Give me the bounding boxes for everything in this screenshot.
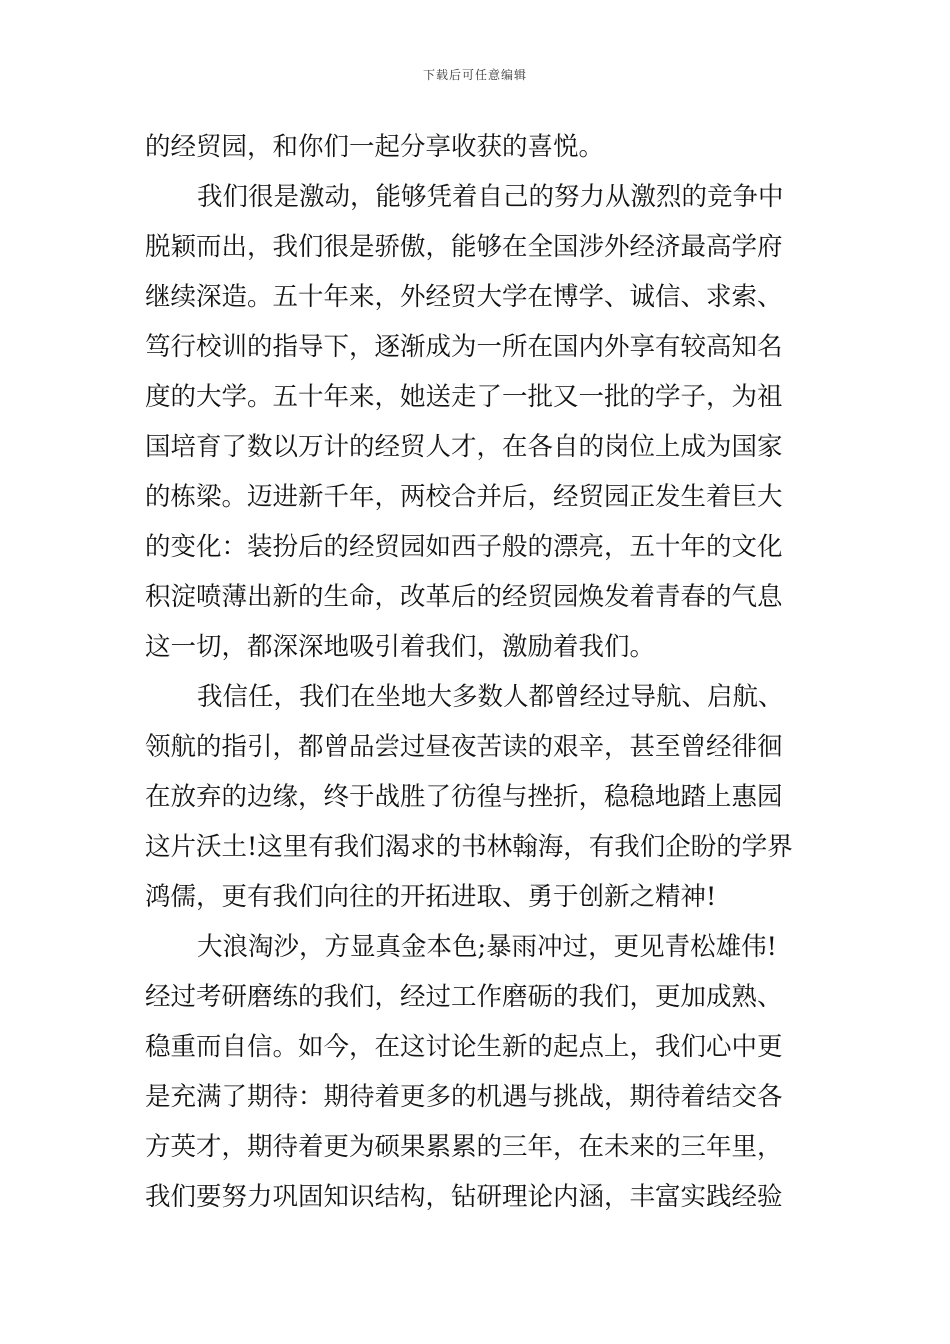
text-line: 这一切，都深深地吸引着我们，激励着我们。 [145,632,656,662]
text-line: 笃行校训的指导下，逐渐成为一所在国内外享有较高知名 [145,332,783,362]
text-line: 大浪淘沙，方显真金本色;暴雨冲过，更见青松雄伟! [197,932,777,962]
text-line: 我们很是激动，能够凭着自己的努力从激烈的竞争中 [197,182,784,212]
text-line: 这片沃土!这里有我们渴求的书林翰海，有我们企盼的学界 [145,832,793,862]
text-line: 我们要努力巩固知识结构，钻研理论内涵，丰富实践经验 [145,1182,783,1212]
text-line: 在放弃的边缘，终于战胜了彷徨与挫折，稳稳地踏上惠园 [145,782,783,812]
text-line: 我信任，我们在坐地大多数人都曾经过导航、启航、 [197,682,784,712]
page-header: 下载后可任意编辑 [422,68,527,82]
text-line: 继续深造。五十年来，外经贸大学在博学、诚信、求索、 [145,282,783,312]
text-line: 领航的指引，都曾品尝过昼夜苦读的艰辛，甚至曾经徘徊 [145,732,783,762]
text-line: 度的大学。五十年来，她送走了一批又一批的学子，为祖 [145,382,783,412]
text-line: 脱颖而出，我们很是骄傲，能够在全国涉外经济最高学府 [145,232,783,262]
text-line: 国培育了数以万计的经贸人才，在各自的岗位上成为国家 [145,432,783,462]
text-line: 稳重而自信。如今，在这讨论生新的起点上，我们心中更 [145,1032,783,1062]
text-line: 积淀喷薄出新的生命，改革后的经贸园焕发着青春的气息 [145,582,783,612]
text-line: 经过考研磨练的我们，经过工作磨砺的我们，更加成熟、 [145,982,783,1012]
text-line: 的栋梁。迈进新千年，两校合并后，经贸园正发生着巨大 [145,482,783,512]
document-body [145,122,810,1222]
text-line: 鸿儒，更有我们向往的开拓进取、勇于创新之精神! [145,882,717,912]
text-line: 方英才，期待着更为硕果累累的三年，在未来的三年里， [145,1132,783,1162]
text-line: 是充满了期待：期待着更多的机遇与挑战，期待着结交各 [145,1082,783,1112]
text-line: 的经贸园，和你们一起分享收获的喜悦。 [145,132,605,162]
text-line: 的变化：装扮后的经贸园如西子般的漂亮，五十年的文化 [145,532,783,562]
